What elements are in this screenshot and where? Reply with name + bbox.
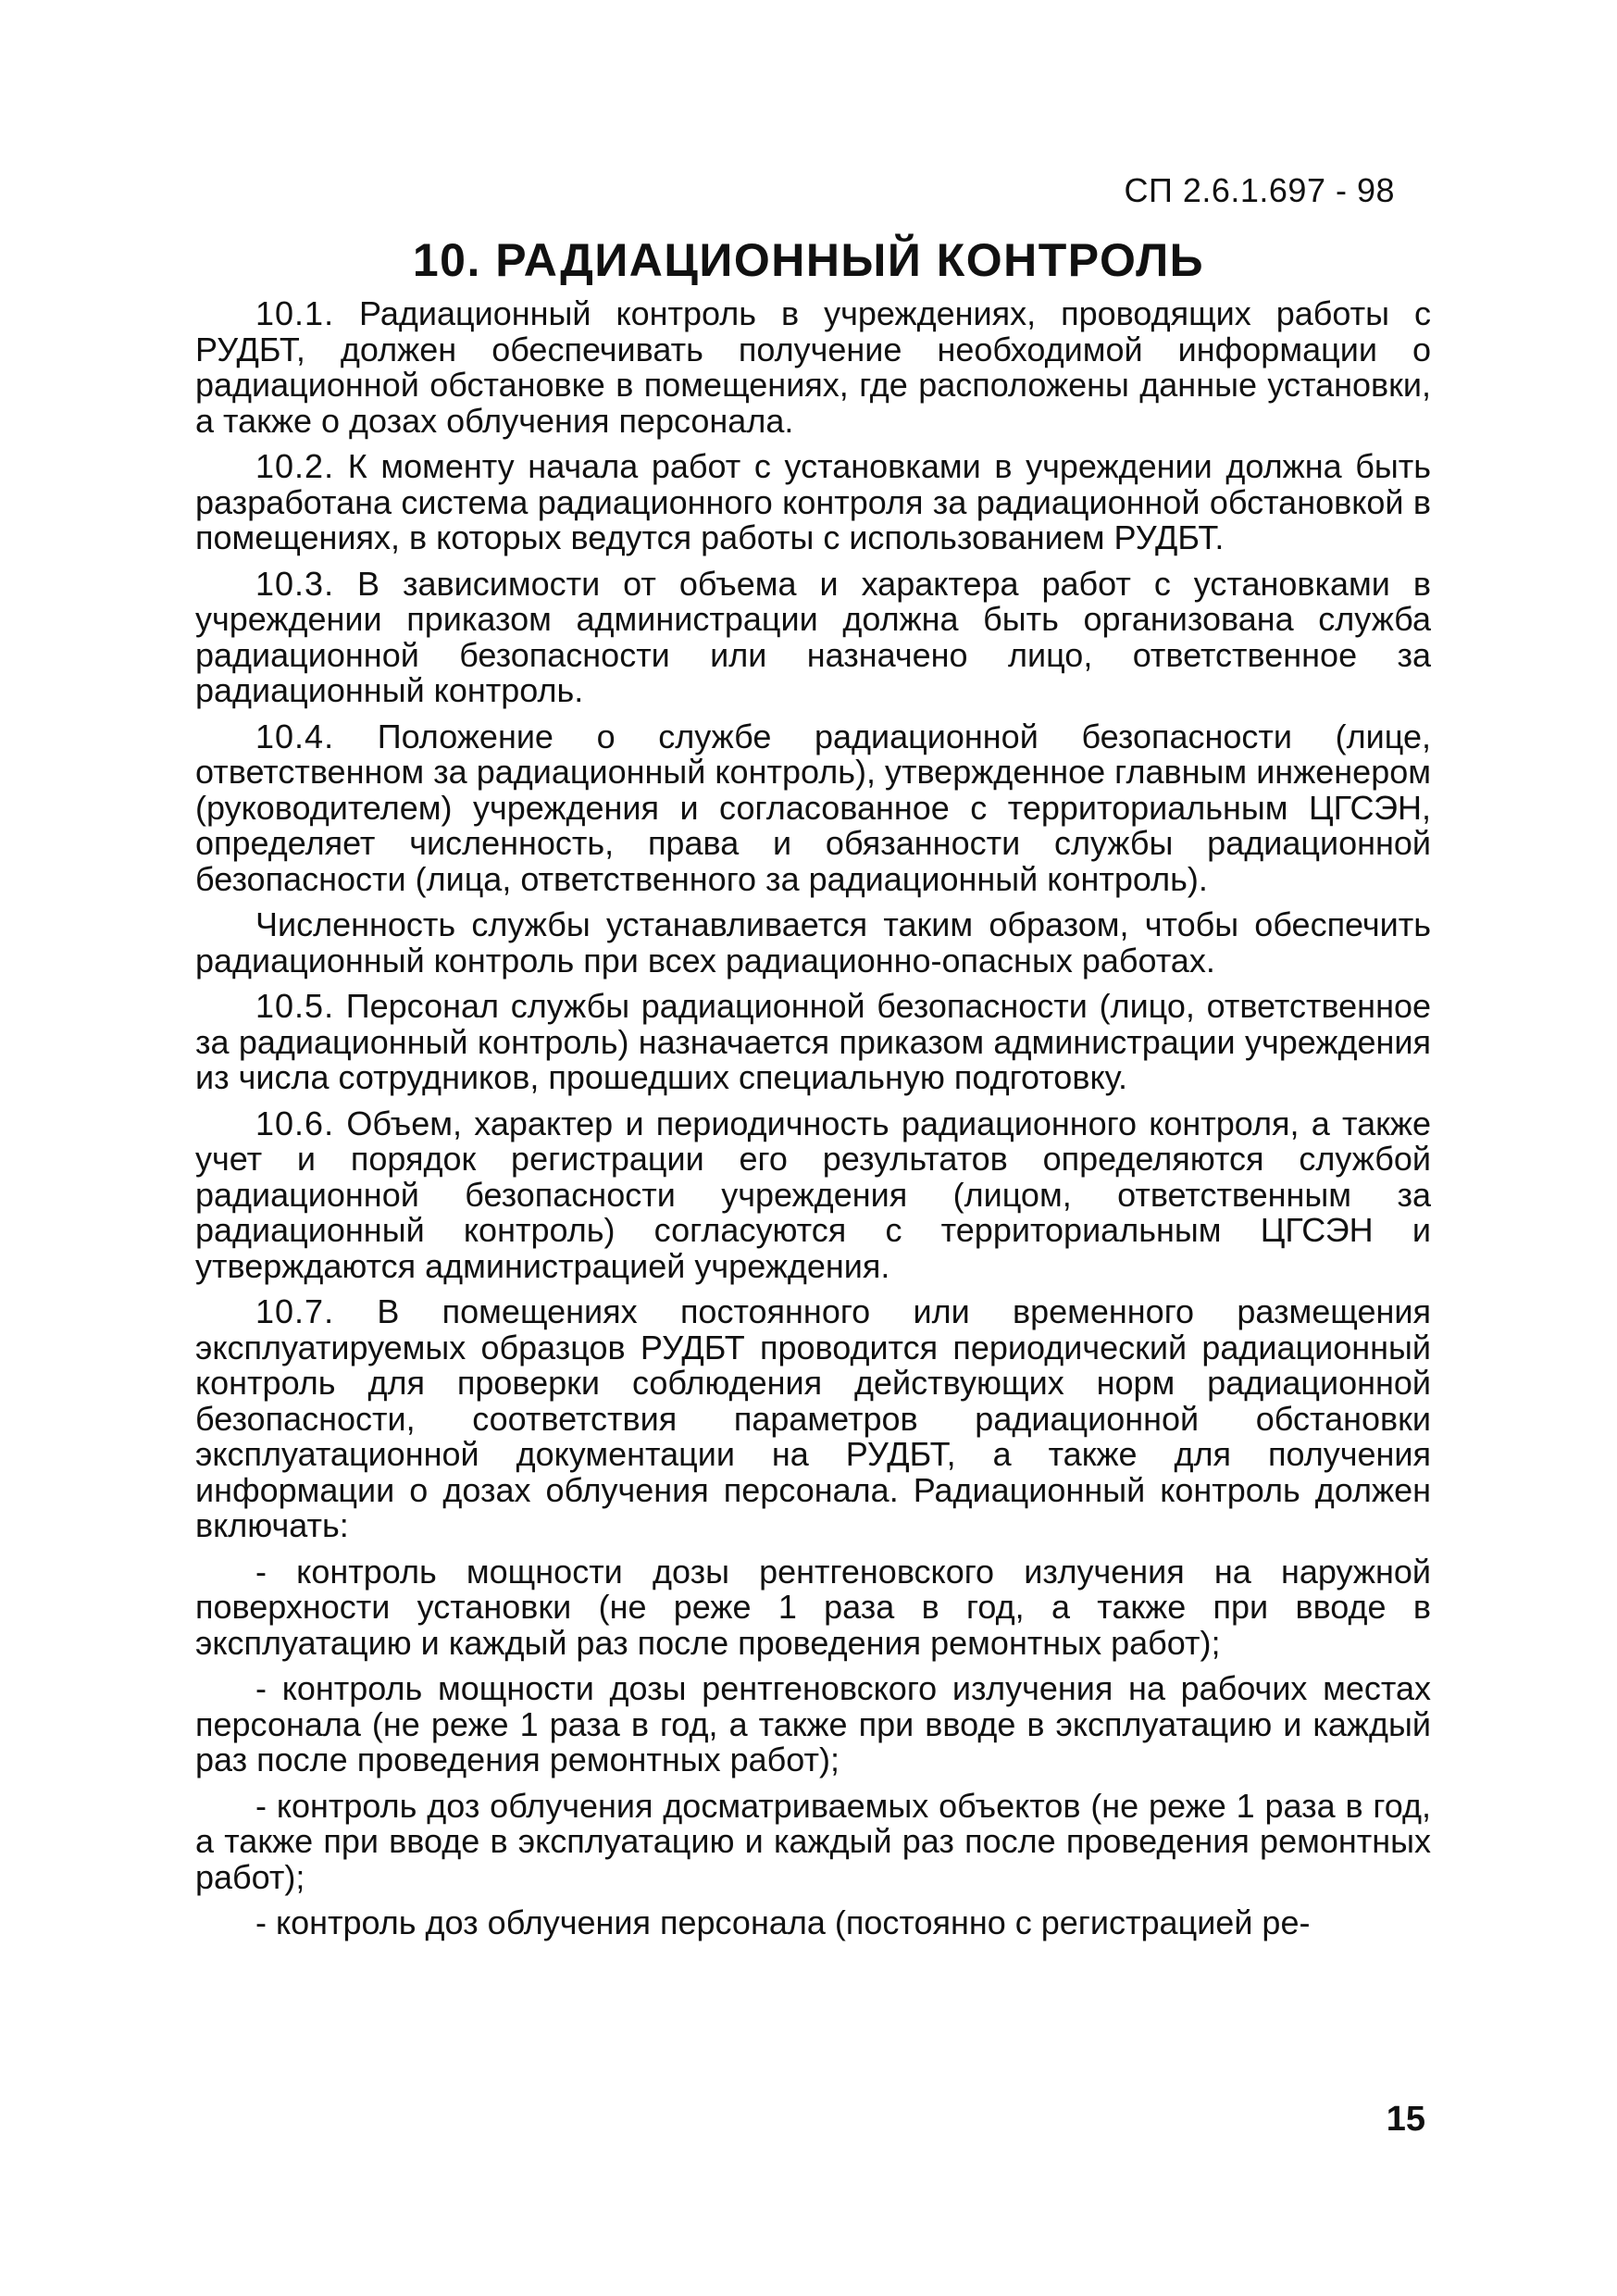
- paragraph-10-6: [195, 1106, 1431, 1285]
- paragraph-10-3: [195, 564, 1431, 709]
- paragraph-text: В зависимости от объема и характера работ с установками в учреждении приказом администрации должна быть организована служба радиационной безопасности или назначено лицо, ответственное за радиационный контроль.: [195, 564, 1431, 709]
- paragraph-10-7: [195, 1294, 1431, 1544]
- list-item-text: - контроль мощности дозы рентгеновского излучения на наружной поверхности установки (не реже 1 раза в год, а также при вводе в эксплуатацию и каждый раз после проведения ремонтных работ);: [195, 1552, 1431, 1662]
- paragraph-text: Персонал службы радиационной безопасности (лицо, ответственное за радиационный контроль) назначается приказом администрации учреждения из числа сотрудников, прошедших специальную подготовку.: [195, 987, 1431, 1096]
- paragraph-number: 10.7.: [255, 1292, 335, 1330]
- paragraph-number: 10.3.: [255, 564, 335, 603]
- paragraph-number: 10.1.: [255, 294, 335, 332]
- paragraph-text: Радиационный контроль в учреждениях, проводящих работы с РУДБТ, должен обеспечивать получение необходимой информации о радиационной обстановке в помещениях, где расположены данные установки, а также о дозах облучения персонала.: [195, 294, 1431, 440]
- paragraph-text: Объем, характер и периодичность радиационного контроля, а также учет и порядок регистрации его результатов определяются службой радиационной безопасности учреждения (лицом, ответственным за радиационный контроль) согласуются с территориальным ЦГСЭН и утверждаются администрацией учреждения.: [195, 1104, 1431, 1285]
- list-item: [195, 1786, 1431, 1896]
- list-item: [195, 1671, 1431, 1778]
- paragraph-text: Положение о службе радиационной безопасности (лице, ответственном за радиационный контроль), утвержденное главным инженером (руководителем) учреждения и согласованное с территориальным ЦГСЭН, определяет численность, права и обязанности службы радиационной безопасности (лица, ответственного за радиационный контроль).: [195, 717, 1431, 898]
- page-number: 15: [1386, 2100, 1425, 2139]
- paragraph-number: 10.2.: [255, 447, 335, 485]
- list-item-text: - контроль мощности дозы рентгеновского излучения на рабочих местах персонала (не реже 1 раза в год, а также при вводе в эксплуатацию и каждый раз после проведения ремонтных работ);: [195, 1669, 1431, 1778]
- paragraph-text: В помещениях постоянного или временного размещения эксплуатируемых образцов РУДБТ проводится периодический радиационный контроль для проверки соблюдения действующих норм радиационной безопасности, соответствия параметров радиационной обстановки эксплуатационной документации на РУДБТ, а также для получения информации о дозах облучения персонала. Радиационный контроль должен включать:: [195, 1292, 1431, 1544]
- list-item-text: - контроль доз облучения персонала (постоянно с регистрацией ре-: [255, 1903, 1311, 1941]
- paragraph-10-1: [195, 296, 1431, 439]
- paragraph-text: Численность службы устанавливается таким образом, чтобы обеспечить радиационный контроль при всех радиационно-опасных работах.: [195, 905, 1431, 980]
- section-title: 10. РАДИАЦИОННЫЙ КОНТРОЛЬ: [412, 234, 1205, 286]
- paragraph-staff-size: [195, 907, 1431, 979]
- paragraph-10-4: [195, 719, 1431, 898]
- paragraph-number: 10.5.: [255, 987, 335, 1025]
- list-item: [195, 1554, 1431, 1662]
- paragraph-text: К моменту начала работ с установками в учреждении должна быть разработана система радиационного контроля за радиационной обстановкой в помещениях, в которых ведутся работы с использованием РУДБТ.: [195, 447, 1431, 556]
- document-body: [195, 296, 1431, 1952]
- document-code: СП 2.6.1.697 - 98: [1124, 171, 1395, 209]
- list-item: [195, 1905, 1431, 1941]
- paragraph-10-5: [195, 989, 1431, 1096]
- paragraph-number: 10.4.: [255, 717, 335, 755]
- list-item-text: - контроль доз облучения досматриваемых объектов (не реже 1 раза в год, а также при вводе в эксплуатацию и каждый раз после проведения ремонтных работ);: [195, 1786, 1431, 1896]
- paragraph-number: 10.6.: [255, 1104, 335, 1142]
- paragraph-10-2: [195, 449, 1431, 556]
